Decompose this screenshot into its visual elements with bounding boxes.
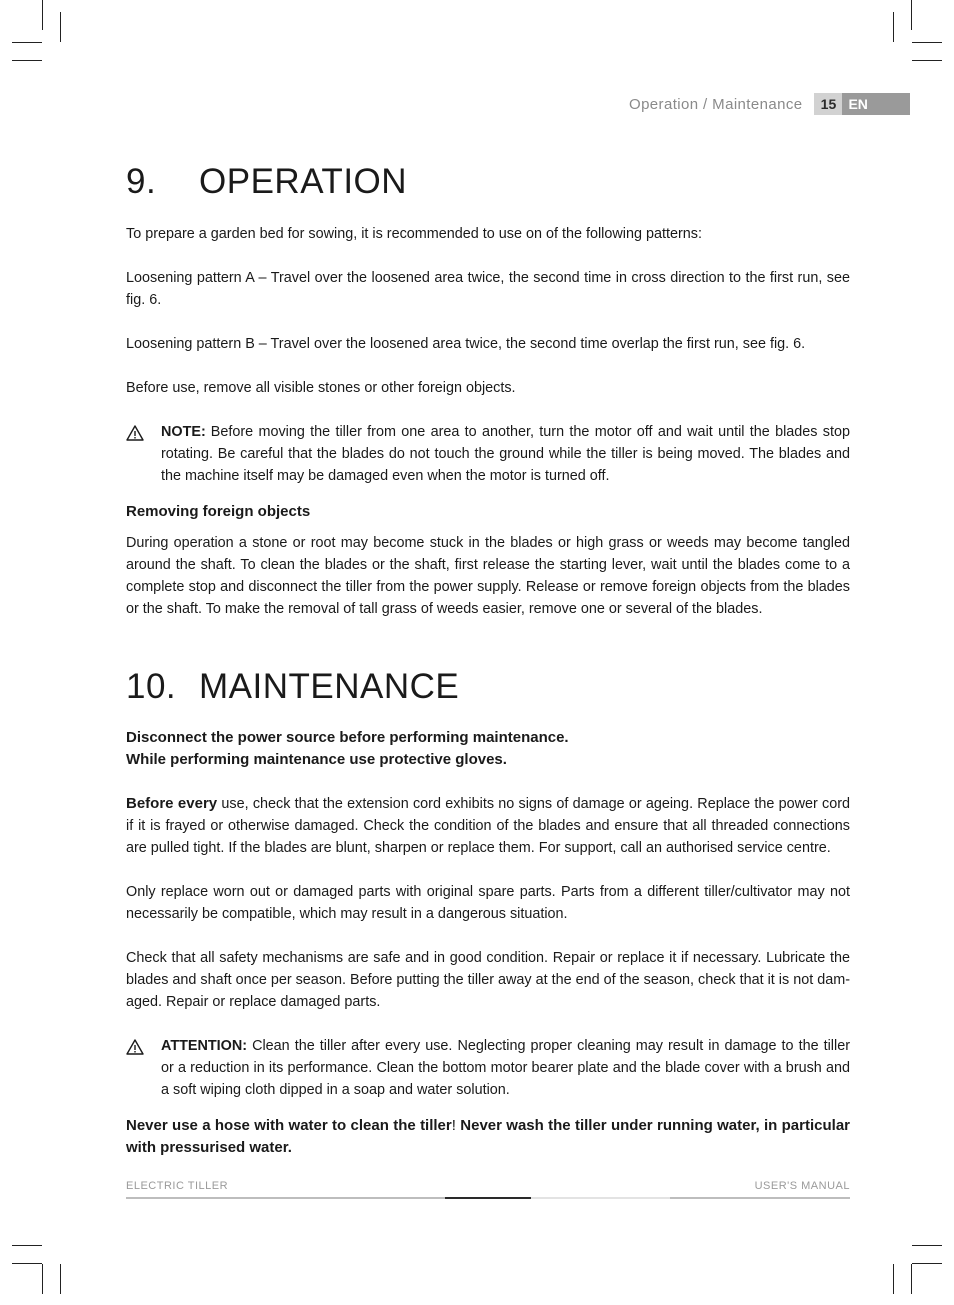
- operation-intro: To prepare a garden bed for sowing, it is recommended to use on of the following patterns:: [126, 226, 702, 242]
- crop-mark: [12, 60, 42, 61]
- language-tab: EN: [842, 93, 910, 115]
- operation-section: [126, 223, 850, 620]
- note-label: NOTE:: [161, 424, 206, 440]
- footer-rule-mid: [126, 1197, 445, 1199]
- crop-mark: [60, 1264, 61, 1294]
- maintenance-heading-number: 10.: [126, 667, 177, 706]
- operation-heading-title: OPERATION: [199, 162, 408, 201]
- maintenance-section: [126, 727, 850, 1159]
- crop-mark: [12, 1245, 42, 1246]
- operation-heading-number: 9.: [126, 162, 157, 201]
- operation-heading: [126, 162, 407, 202]
- note-text: Before moving the tiller from one area to another, turn the motor off and wait until the blades stop rotating. Be careful that the blades do not touch the ground while the tiller is being moved. The blades and the machine itself may be damaged even when the motor is turned off.: [161, 424, 850, 484]
- attention-label: ATTENTION:: [161, 1038, 248, 1054]
- maintenance-warning-line1: Disconnect the power source before performing maintenance.: [126, 729, 569, 746]
- crop-mark: [60, 12, 61, 42]
- crop-mark: [893, 12, 894, 42]
- warning-triangle-icon: [126, 1039, 144, 1055]
- note-block: [126, 421, 850, 487]
- removing-objects-heading: Removing foreign objects: [126, 503, 311, 520]
- footer-product-name: ELECTRIC TILLER: [126, 1180, 229, 1192]
- maintenance-warning-line2: While performing maintenance use protective gloves.: [126, 751, 507, 768]
- pattern-a-text: Loosening pattern A – Travel over the loosened area twice, the second time in cross direction to the first run, see fig. 6.: [126, 270, 850, 308]
- footer-rule-dark: [445, 1197, 531, 1199]
- hose-warning-part2: Never wash the tiller under running water, in particular with pressurised water.: [126, 1117, 850, 1156]
- spare-parts-text: Only replace worn out or damaged parts with original spare parts. Parts from a different tiller/cultivator may not necessarily be compatible, which may result in a dangerous situation.: [126, 884, 850, 922]
- page-number: 15: [814, 93, 842, 115]
- before-every-text: use, check that the extension cord exhibits no signs of damage or ageing. Replace the power cord if it is frayed or otherwise damaged. Check the condition of the blades and ensure that all threaded connections are pulled tight. If the blades are blunt, sharpen or replace them. For support, call an authorised service centre.: [126, 796, 851, 856]
- section-title: Operation / Maintenance: [629, 95, 803, 113]
- page-header: [629, 93, 910, 115]
- crop-mark: [911, 0, 912, 30]
- hose-warning-exclaim: !: [451, 1117, 456, 1134]
- maintenance-heading: [126, 667, 459, 707]
- warning-triangle-icon: [126, 425, 144, 441]
- safety-check-text: Check that all safety mechanisms are safe and in good condition. Repair or replace it if necessary. Lubricate the blades and shaft once per season. Before putting the tiller away at the end of the season, check that it is not dam-aged. Repair or replace damaged parts.: [126, 950, 850, 1010]
- footer-rule-mid-right: [670, 1197, 850, 1199]
- crop-mark: [12, 1263, 42, 1264]
- footer-rule-light: [531, 1197, 670, 1199]
- crop-mark: [911, 1264, 912, 1294]
- crop-mark: [42, 1264, 43, 1294]
- crop-mark: [912, 1245, 942, 1246]
- hose-warning: [126, 1115, 850, 1159]
- crop-mark: [893, 1264, 894, 1294]
- crop-mark: [912, 42, 942, 43]
- hose-warning-part1: Never use a hose with water to clean the tiller: [126, 1117, 452, 1134]
- footer-manual-label: USER'S MANUAL: [754, 1180, 850, 1192]
- crop-mark: [42, 0, 43, 30]
- before-every-bold: Before every: [126, 795, 218, 812]
- before-use-text: Before use, remove all visible stones or other foreign objects.: [126, 380, 516, 396]
- attention-block: [126, 1035, 850, 1101]
- removing-objects-text: During operation a stone or root may become stuck in the blades or high grass or weeds may become tangled around the shaft. To clean the blades or the shaft, first release the starting lever, wait until the blades come to a complete stop and disconnect the tiller from the power supply. Release or remove foreign objects from the blades or the shaft. To make the removal of tall grass of weeds easier, remove one or several of the blades.: [126, 535, 850, 617]
- crop-mark: [12, 42, 42, 43]
- pattern-b-text: Loosening pattern B – Travel over the loosened area twice, the second time overlap the first run, see fig. 6.: [126, 336, 806, 352]
- before-every-paragraph: [126, 793, 850, 859]
- attention-text: Clean the tiller after every use. Neglecting proper cleaning may result in damage to the tiller or a reduction in its performance. Clean the bottom motor bearer plate and the blade cover with a brush and a soft wiping cloth dipped in a soap and water solution.: [161, 1038, 850, 1098]
- maintenance-heading-title: MAINTENANCE: [199, 667, 460, 706]
- crop-mark: [912, 60, 942, 61]
- crop-mark: [912, 1263, 942, 1264]
